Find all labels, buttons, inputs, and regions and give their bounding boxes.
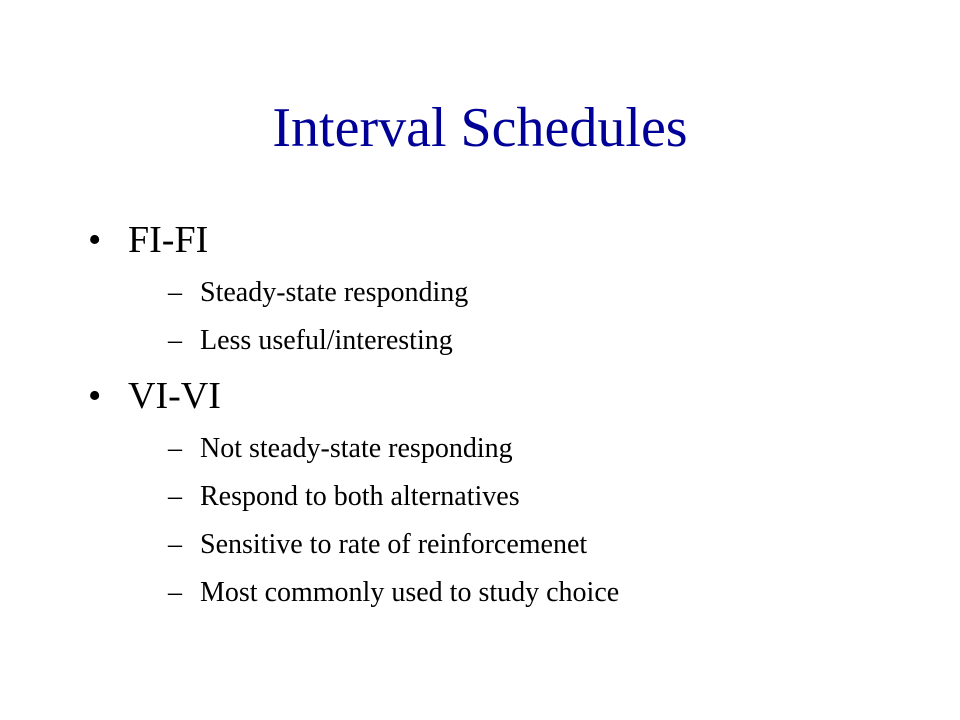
sub-bullet-label: Steady-state responding bbox=[200, 277, 469, 308]
bullet-list bbox=[88, 214, 908, 622]
sub-bullet-item bbox=[128, 521, 908, 569]
bullet-label: VI-VI bbox=[128, 375, 221, 417]
dash-marker: – bbox=[168, 433, 182, 464]
sub-bullet-item bbox=[128, 473, 908, 521]
bullet-item bbox=[88, 214, 908, 365]
sub-bullet-list bbox=[128, 269, 908, 365]
sub-bullet-item bbox=[128, 317, 908, 365]
bullet-item bbox=[88, 370, 908, 617]
dash-marker: – bbox=[168, 325, 182, 356]
bullet-label: FI-FI bbox=[128, 219, 209, 261]
sub-bullet-item bbox=[128, 425, 908, 473]
sub-bullet-item bbox=[128, 569, 908, 617]
sub-bullet-label: Respond to both alternatives bbox=[200, 481, 520, 512]
dash-marker: – bbox=[168, 277, 182, 308]
dash-marker: – bbox=[168, 577, 182, 608]
sub-bullet-label: Sensitive to rate of reinforcemenet bbox=[200, 529, 588, 560]
sub-bullet-label: Most commonly used to study choice bbox=[200, 577, 620, 608]
sub-bullet-item bbox=[128, 269, 908, 317]
dash-marker: – bbox=[168, 481, 182, 512]
sub-bullet-label: Less useful/interesting bbox=[200, 325, 453, 356]
bullet-marker: • bbox=[88, 375, 102, 417]
bullet-marker: • bbox=[88, 219, 102, 261]
dash-marker: – bbox=[168, 529, 182, 560]
slide-title: Interval Schedules bbox=[272, 97, 688, 159]
sub-bullet-list bbox=[128, 425, 908, 617]
sub-bullet-label: Not steady-state responding bbox=[200, 433, 513, 464]
